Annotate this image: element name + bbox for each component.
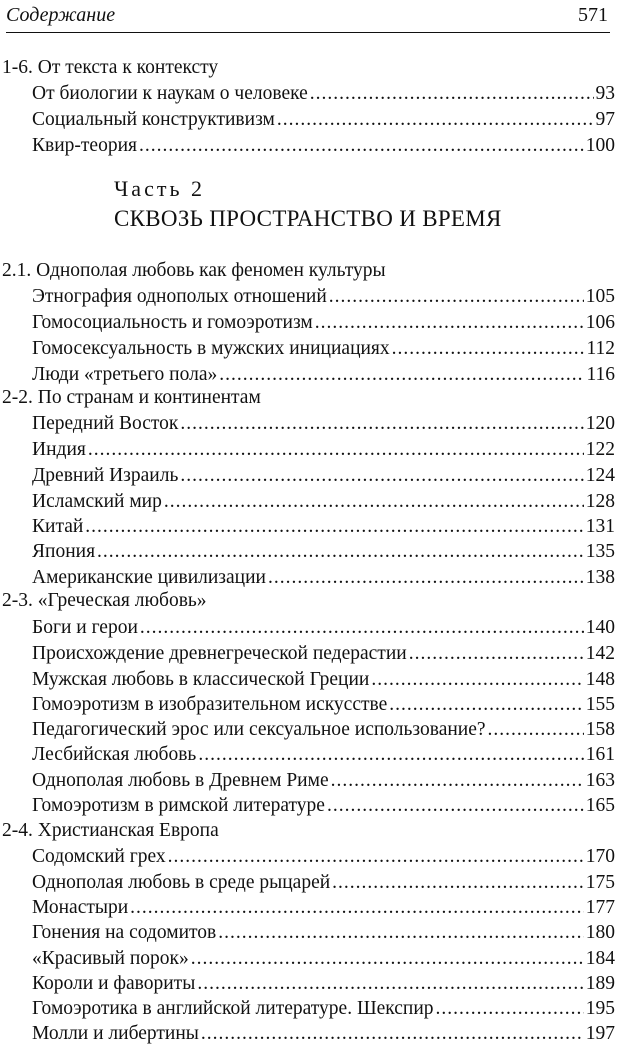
toc-entry: Молли и либертины ..... 197 xyxy=(32,1021,615,1047)
toc-section-heading: 1-6. От текста к контексту xyxy=(2,57,219,78)
running-header xyxy=(6,0,610,33)
toc-entry: Гомоэротизм в изобразительном искусстве ..... 155 xyxy=(32,692,615,718)
toc-entry: Индия ..... 122 xyxy=(32,437,615,463)
toc-entry: Гомосексуальность в мужских инициациях ..... 112 xyxy=(32,336,615,362)
part-label: Часть 2 xyxy=(114,176,205,201)
toc-entry: Американские цивилизации ..... 138 xyxy=(32,565,615,591)
toc-entry: Люди «третьего пола» ..... 116 xyxy=(32,362,615,388)
toc-entry: Социальный конструктивизм ..... 97 xyxy=(32,107,615,133)
toc-entry: Монастыри ..... 177 xyxy=(32,895,615,921)
toc-entry: Гонения на содомитов ..... 180 xyxy=(32,920,615,946)
toc-entry: Гомоэротика в английской литературе. Шекспир ..... 195 xyxy=(32,996,615,1022)
toc-entry: Мужская любовь в классической Греции ..... 148 xyxy=(32,667,615,693)
toc-entry: Короли и фавориты ..... 189 xyxy=(32,971,615,997)
header-page-number: 571 xyxy=(578,4,608,26)
toc-entry: Этнография однополых отношений ..... 105 xyxy=(32,284,615,310)
toc-entry: Педагогический эрос или сексуальное использование? ..... 158 xyxy=(32,717,615,743)
toc-section-heading: 2.1. Однополая любовь как феномен культуры xyxy=(2,260,386,281)
toc-entry: Гомоэротизм в римской литературе ..... 165 xyxy=(32,793,615,819)
toc-section-heading: 2-4. Христианская Европа xyxy=(2,820,219,841)
toc-entry: Древний Израиль ..... 124 xyxy=(32,463,615,489)
toc-entry: Боги и герои ..... 140 xyxy=(32,615,615,641)
toc-entry: Однополая любовь в Древнем Риме ..... 163 xyxy=(32,768,615,794)
part-title: СКВОЗЬ ПРОСТРАНСТВО И ВРЕМЯ xyxy=(114,206,502,231)
toc-entry: Содомский грех ..... 170 xyxy=(32,844,615,870)
toc-section-heading: 2-3. «Греческая любовь» xyxy=(2,590,207,611)
toc-entry: Происхождение древнегреческой педерастии ..... 142 xyxy=(32,641,615,667)
toc-entry: Китай ..... 131 xyxy=(32,514,615,540)
toc-entry: Исламский мир ..... 128 xyxy=(32,489,615,515)
toc-entry: Передний Восток ..... 120 xyxy=(32,411,615,437)
toc-entry: Япония ..... 135 xyxy=(32,539,615,565)
toc-entry: От биологии к наукам о человеке ..... 93 xyxy=(32,81,615,107)
toc-entry: Гомосоциальность и гомоэротизм ..... 106 xyxy=(32,310,615,336)
toc-section-heading: 2-2. По странам и континентам xyxy=(2,387,261,408)
toc-entry: Лесбийская любовь ..... 161 xyxy=(32,742,615,768)
toc-entry: «Красивый порок» ..... 184 xyxy=(32,946,615,972)
header-title: Содержание xyxy=(6,4,116,26)
toc-entry: Квир-теория ..... 100 xyxy=(32,133,615,159)
toc-entry: Однополая любовь в среде рыцарей ..... 175 xyxy=(32,870,615,896)
